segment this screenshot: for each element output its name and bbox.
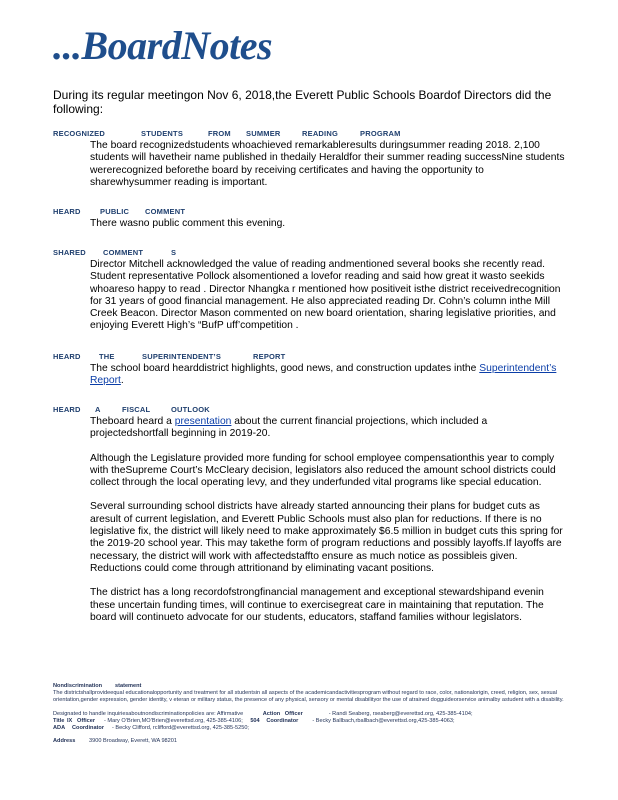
presentation-link[interactable]: presentation <box>174 416 232 427</box>
intro-text: During its regular meetingon Nov 6, 2018,the Everett Public Schools Boardof Directors did the following: <box>53 88 552 116</box>
newsletter-title: ...BoardNotes <box>53 23 273 68</box>
section-heading: SHARED COMMENT S <box>53 248 177 257</box>
section-body: Theboard heard a presentation about the current financial projections, which included a projectedshortfall beginning in 2019-20. Although the Legislature provided more funding for school employee compensationthis year to comply with theSupreme Court’s McCleary decision, legislators also reduced the amount school districts could collect through the local operating levy, and they underfunded vital programs like special education. Several surrounding school districts have already started announcing their plans for budget cuts as aresult of current legislation, and Everett Public Schools must also plan for reductions. If there is no legislative fix, the district will likely need to make approximately $6.5 million in budget cuts this spring for the 2019-20 school year. This may takethe form of program reductions and possibly layoffs.If layoffs are necessary, the district will work with affectedstaffto ensure as much notice as possibleis given. Reductions could come through attritionand by eliminating vacant positions. The district has a long recordofstrongfinancial management and exceptional stewardshipand evenin these uncertain funding times, will continue to exercisegreat care in maintaining that reputation. The board will continueto advocate for our students, educators, staffand families withour legislators. <box>90 416 563 623</box>
nondiscrimination-footer: Nondiscrimination statement The districtshallprovideequal educationalopportunity and treatment for all studentsin all aspects of the academicandactivitiesprogram without regard to race, color, nationalorigin, creed, religion, sex, sexual orientation,gender expression, gender identity, v eteran or military status, the presence of any physical, sensory or mental disabilityor the use of atrained dogguideorservice animalby astudent with a disability. Designated to handle inquiriesaboutnondiscriminationpolicies are: Affirmative Action Officer - Randi Seaberg, rseaberg@everettsd.org, 425-385-4104; Title IX Officer - Mary O’Brien,MO’Brien@everettsd.org, 425-385-4106; 504 Coordinator - Becky Ballbach,rballbach@everettsd.org,425-385-4063; ADA Coordinator - Becky Clifford, rclifford@everettsd.org, 425-385-5250; Address 3900 Broadway, Everett, WA 98201 <box>53 683 573 745</box>
section-superintendent-report <box>53 351 573 388</box>
section-heading: HEARD THE SUPERINTENDENT’S REPORT <box>53 352 286 361</box>
section-body: Director Mitchell acknowledged the value of reading andmentioned several books she recently read. Student representative Pollock alsomentioned a lovefor reading and said how great it wasto seekids whoareso happy to read . Director Nhangka r mentioned how positiveit isthe district receivedrecognition for 31 years of good financial management. He also appreciated reading Dr. Cohn’s column inthe Mill Creek Beacon. Director Mason commented on new board orientation, sharing legislative priorities, and enjoying Everett High’s “BufP uff’competition . <box>90 259 561 332</box>
section-public-comment <box>53 206 573 230</box>
section-fiscal-outlook <box>53 404 573 624</box>
section-body: The school board hearddistrict highlights, good news, and construction updates inthe Superintendent’s Report. <box>90 363 557 387</box>
section-body: There wasno public comment this evening. <box>90 218 286 229</box>
section-heading: HEARD PUBLIC COMMENT <box>53 207 186 216</box>
section-heading: HEARD A FISCAL OUTLOOK <box>53 405 210 414</box>
section-heading: RECOGNIZED STUDENTS FROM SUMMER READING PROGRAM <box>53 129 401 138</box>
section-shared-comments <box>53 247 573 333</box>
superintendent-report-link[interactable]: Superintendent’s Report <box>90 363 557 387</box>
district-address: 3900 Broadway, Everett, WA 98201 <box>89 738 177 745</box>
section-recognized-students <box>53 128 573 189</box>
nondiscrimination-statement: The districtshallprovideequal educationalopportunity and treatment for all studentsin all aspects of the academicandactivitiesprogram without regard to race, color, nationalorigin, creed, religion, sex, sexual orientation,gender expression, gender identity, v eteran or military status, the presence of any physical, sensory or mental disabilityor the use of atrained dogguideorservice animalby astudent with a disability. <box>53 690 564 704</box>
section-body: The board recognizedstudents whoachieved remarkableresults duringsummer reading 2018. 2,100 students will havetheir name published in thedaily Heraldfor their summer reading successNine students wererecognized beforethe board by receiving certificates and having the opportunity to sharewhysummer reading is important. <box>90 140 565 188</box>
